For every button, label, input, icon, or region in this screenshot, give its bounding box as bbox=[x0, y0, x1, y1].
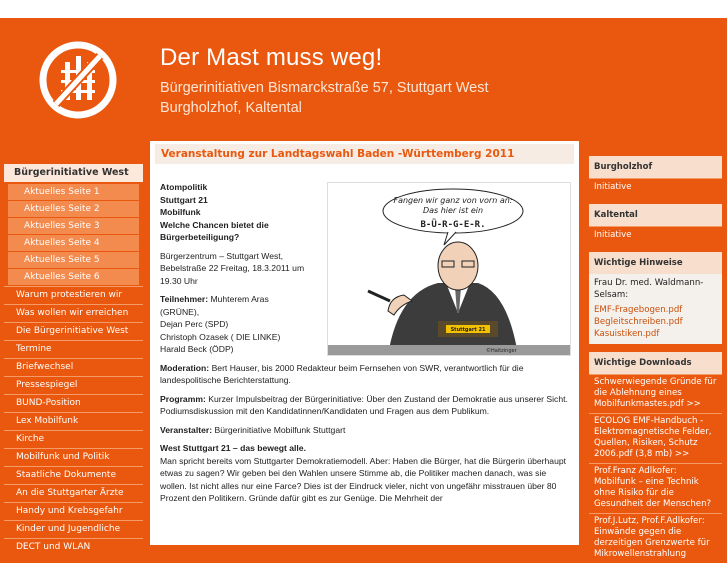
right-heading-downloads: Wichtige Downloads bbox=[589, 352, 722, 374]
right-heading-hints: Wichtige Hinweise bbox=[589, 252, 722, 274]
nav-sub-item[interactable]: Aktuelles Seite 5 bbox=[8, 252, 139, 268]
event-location: Bürgerzentrum – Stuttgart West, Bebelstraße 22 Freitag, 18.3.2011 um 19.30 Uhr bbox=[160, 250, 305, 286]
right-heading-kaltental[interactable]: Kaltental bbox=[589, 204, 722, 226]
nav-item[interactable]: Warum protestieren wir bbox=[4, 286, 143, 303]
hints-text: Frau Dr. med. Waldmann-Selsam: bbox=[589, 274, 722, 304]
nav-sub-item[interactable]: Aktuelles Seite 4 bbox=[8, 235, 139, 251]
nameplate-text: Stuttgart 21 bbox=[450, 327, 486, 333]
right-link-burgholzhof-initiative[interactable]: Initiative bbox=[589, 178, 722, 196]
nav-item[interactable]: Staatliche Dokumente bbox=[4, 466, 143, 483]
main-content bbox=[150, 141, 579, 545]
participant: Muhterem Aras (GRÜNE), bbox=[160, 294, 269, 317]
nav-item[interactable]: An die Stuttgarter Ärzte bbox=[4, 484, 143, 501]
speech-line-1: Fangen wir ganz von vorn an: bbox=[393, 196, 513, 205]
speech-line-2: Das hier ist ein bbox=[422, 206, 484, 215]
speech-word: B-Ü-R-G-E-R. bbox=[420, 220, 486, 230]
organizer-label: Veranstalter: bbox=[160, 424, 213, 435]
download-link[interactable]: Schwerwiegende Gründe für die Ablehnung eines Mobilfunkmastes.pdf >> bbox=[589, 374, 722, 413]
cartoon-image bbox=[327, 182, 571, 356]
nav-sub-item[interactable]: Aktuelles Seite 3 bbox=[8, 218, 139, 234]
nav-item[interactable]: Die Bürgerinitiative West bbox=[4, 322, 143, 339]
crossed-antenna-mast-icon[interactable] bbox=[38, 40, 118, 120]
lead-block bbox=[160, 181, 310, 356]
site-title: Der Mast muss weg! bbox=[160, 44, 383, 71]
participant: Harald Beck (ÖDP) bbox=[160, 344, 234, 354]
nav-item[interactable]: Handy und Krebsgefahr bbox=[4, 502, 143, 519]
left-navigation bbox=[4, 164, 143, 555]
participant: Dejan Perc (SPD) bbox=[160, 319, 229, 329]
nav-item[interactable]: Lex Mobilfunk bbox=[4, 412, 143, 429]
hints-link[interactable]: Kasuistiken.pdf bbox=[589, 328, 722, 344]
content-heading: Veranstaltung zur Landtagswahl Baden -Württemberg 2011 bbox=[155, 144, 574, 164]
hints-link[interactable]: EMF-Fragebogen.pdf bbox=[589, 304, 722, 316]
organizer-paragraph bbox=[160, 424, 572, 437]
program-label: Programm: bbox=[160, 393, 206, 404]
nav-item[interactable]: Kirche bbox=[4, 430, 143, 447]
organizer-text: Bürgerinitiative Mobilfunk Stuttgart bbox=[214, 424, 346, 435]
download-link[interactable]: Prof.Franz Adlkofer: Mobilfunk – eine Technik ohne Risiko für die Gesundheit der Menschen? bbox=[589, 463, 722, 513]
nav-sub-item[interactable]: Aktuelles Seite 1 bbox=[8, 184, 139, 200]
moderation-paragraph bbox=[160, 362, 572, 387]
nav-item[interactable]: Pressespiegel bbox=[4, 376, 143, 393]
participant: Christoph Ozasek ( DIE LINKE) bbox=[160, 331, 281, 342]
moderation-text: Bert Hauser, bis 2000 Redakteur beim Fernsehen von SWR, verantwortlich für die landespolitische Berichterstattung. bbox=[160, 362, 524, 385]
nav-heading[interactable]: Bürgerinitiative West bbox=[4, 164, 143, 183]
download-link[interactable]: Prof.J.Lutz, Prof.F.Adlkofer: Einwände gegen die derzeitigen Grenzwerte für Mikrowellenstrahlung bbox=[589, 513, 722, 563]
participants-label: Teilnehmer: bbox=[160, 294, 209, 304]
nav-item[interactable]: Kinder und Jugendliche bbox=[4, 520, 143, 537]
s21-text: Man spricht bereits vom Stuttgarter Demokratiemodell. Aber: Haben die Bürger, hat die Bürgerin überhaupt etwas zu sagen? Wir geben bei den Wahlen unsere Stimme ab, die Politiker machen danach, was sie wollen. Ist nicht alles nur eine Farce? Dies ist der Eindruck vieler, nicht von ungefähr misstrauen über 80 Prozent den Politikern. Gründe dafür gibt es zur Genüge. Die Mehrheit der bbox=[160, 455, 567, 503]
nav-sub-item[interactable]: Aktuelles Seite 2 bbox=[8, 201, 139, 217]
right-link-kaltental-initiative[interactable]: Initiative bbox=[589, 226, 722, 244]
cartoon-signature: ©Haitzinger bbox=[486, 348, 517, 354]
participants-block bbox=[160, 293, 310, 318]
topic-line: Welche Chancen bietet die Bürgerbeteiligung? bbox=[160, 219, 269, 242]
right-heading-burgholzhof[interactable]: Burgholzhof bbox=[589, 156, 722, 178]
s21-heading: West Stuttgart 21 – das bewegt alle. bbox=[160, 443, 306, 453]
article-body bbox=[160, 181, 572, 505]
nav-sub-item[interactable]: Aktuelles Seite 6 bbox=[8, 269, 139, 285]
top-white-strip bbox=[0, 0, 727, 18]
program-paragraph bbox=[160, 393, 572, 406]
right-sidebar bbox=[589, 141, 722, 563]
site-subtitle: Bürgerinitiativen Bismarckstraße 57, Stuttgart West Burgholzhof, Kaltental bbox=[160, 80, 489, 116]
nav-item[interactable]: BUND-Position bbox=[4, 394, 143, 411]
nav-item[interactable]: DECT und WLAN bbox=[4, 538, 143, 555]
download-link[interactable]: ECOLOG EMF-Handbuch - Elektromagnetische Felder, Quellen, Risiken, Schutz 2006.pdf (3,8 mb) >> bbox=[589, 413, 722, 463]
moderation-label: Moderation: bbox=[160, 362, 210, 373]
topic-line: Stuttgart 21 bbox=[160, 194, 208, 205]
program-text: Kurzer Impulsbeitrag der Bürgerinitiative: Über den Zustand der Demokratie aus unserer Sicht. bbox=[208, 393, 568, 404]
nav-item[interactable]: Was wollen wir erreichen bbox=[4, 304, 143, 321]
program-text-2: Podiumsdiskussion mit den Kandidatinnen/Kandidaten und Fragen aus dem Publikum. bbox=[160, 406, 490, 416]
topic-line: Mobilfunk bbox=[160, 207, 201, 217]
nav-item[interactable]: Briefwechsel bbox=[4, 358, 143, 375]
nav-item[interactable]: Termine bbox=[4, 340, 143, 357]
nav-item[interactable]: Mobilfunk und Politik bbox=[4, 448, 143, 465]
hints-link[interactable]: Begleitschreiben.pdf bbox=[589, 316, 722, 328]
topic-line: Atompolitik bbox=[160, 182, 208, 192]
